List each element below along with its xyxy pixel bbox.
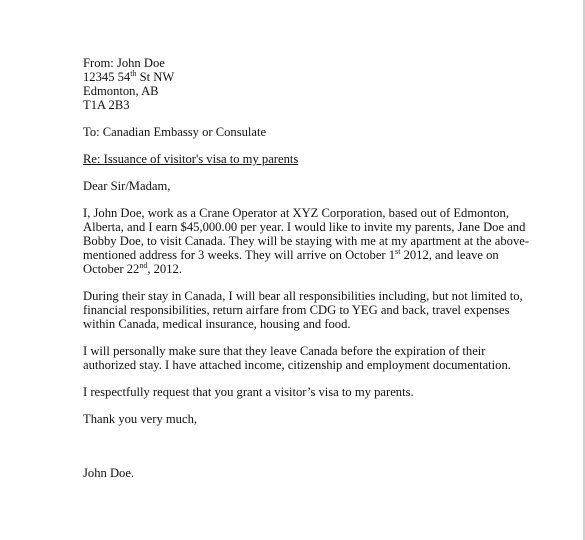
departure-ordinal: nd	[139, 260, 148, 270]
street-number: 12345 54	[83, 70, 131, 84]
street-name: St NW	[136, 70, 175, 84]
paragraph-line	[83, 248, 523, 262]
arrival-ordinal: st	[395, 246, 401, 256]
departure-text: October 22	[83, 262, 140, 276]
paragraph-assurance	[83, 344, 523, 372]
closing: Thank you very much,	[83, 412, 198, 426]
from-line: From: John Doe	[83, 56, 165, 70]
arrival-text: mentioned address for 3 weeks. They will arrive on October 1	[83, 248, 396, 262]
subject-line: Re: Issuance of visitor's visa to my parents	[83, 152, 299, 166]
postal-code: T1A 2B3	[83, 98, 130, 112]
paragraph-invitation	[83, 206, 530, 276]
recipient-line: To: Canadian Embassy or Consulate	[83, 125, 267, 139]
paragraph-line: within Canada, medical insurance, housing and food.	[83, 317, 351, 331]
paragraph-line: Bobby Doe, to visit Canada. They will be staying with me at my apartment at the above-	[83, 234, 530, 248]
sender-address	[83, 56, 523, 112]
street-ordinal: th	[130, 68, 137, 78]
paragraph-line: financial responsibilities, return airfare from CDG to YEG and back, travel expenses	[83, 303, 510, 317]
city-line: Edmonton, AB	[83, 84, 159, 98]
paragraph-responsibilities	[83, 289, 523, 331]
paragraph-line: Alberta, and I earn $45,000.00 per year. I would like to invite my parents, Jane Doe and	[83, 220, 526, 234]
paragraph-line: During their stay in Canada, I will bear all responsibilities including, but not limited to,	[83, 289, 523, 303]
signature: John Doe.	[83, 466, 135, 480]
departure-year: , 2012.	[147, 262, 182, 276]
paragraph-line: authorized stay. I have attached income, citizenship and employment documentation.	[83, 358, 511, 372]
paragraph-line: I will personally make sure that they leave Canada before the expiration of their	[83, 344, 486, 358]
paragraph-line	[83, 262, 523, 276]
letter-body	[83, 56, 530, 480]
arrival-year: 2012, and leave on	[400, 248, 499, 262]
street-line	[83, 70, 523, 84]
paragraph-request: I respectfully request that you grant a visitor’s visa to my parents.	[83, 385, 414, 399]
paragraph-line: I, John Doe, work as a Crane Operator at XYZ Corporation, based out of Edmonton,	[83, 206, 509, 220]
salutation: Dear Sir/Madam,	[83, 179, 171, 193]
